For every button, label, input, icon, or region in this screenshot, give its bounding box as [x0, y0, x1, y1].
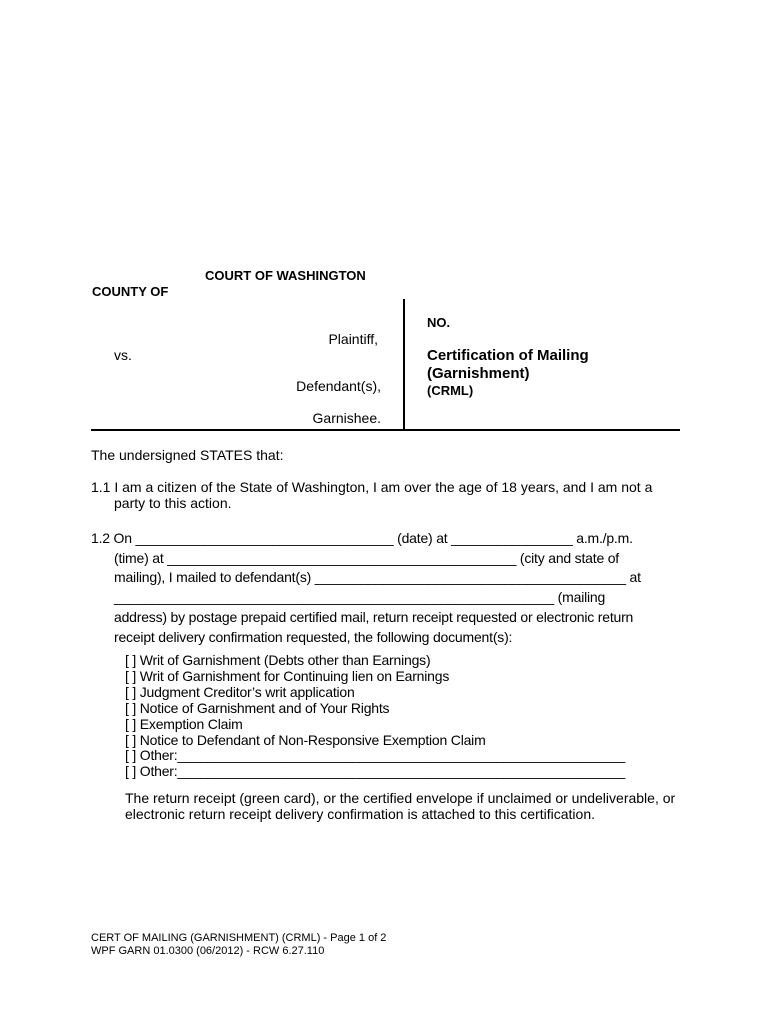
- caption-vertical-divider: [403, 299, 405, 430]
- checklist-item[interactable]: [ ] Writ of Garnishment (Debts other than Earnings): [125, 652, 431, 668]
- vs-label: vs.: [114, 347, 132, 363]
- paragraph-1-2-line2: (time) at ______________________________________________ (city and state of: [114, 549, 619, 566]
- page-footer: [91, 932, 386, 958]
- intro-statement: The undersigned STATES that:: [91, 447, 284, 463]
- garnishee-label: Garnishee.: [312, 410, 381, 426]
- paragraph-1-2-line1: 1.2 On __________________________________ (date) at ________________ a.m./p.m.: [91, 530, 633, 546]
- document-code: (CRML): [427, 383, 474, 398]
- document-title-line2: (Garnishment): [427, 365, 530, 382]
- document-checklist: [125, 653, 625, 780]
- footer-line1: CERT OF MAILING (GARNISHMENT) (CRML) - Page 1 of 2: [91, 932, 387, 944]
- return-receipt-statement: [125, 790, 675, 822]
- paragraph-1-2-line5: address) by postage prepaid certified mail, return receipt requested or electronic return: [114, 608, 634, 625]
- county-label: COUNTY OF: [92, 284, 169, 299]
- checklist-item[interactable]: [ ] Notice of Garnishment and of Your Rights: [125, 699, 390, 716]
- court-title: COURT OF WASHINGTON: [205, 268, 366, 283]
- caption-horizontal-divider: [91, 429, 680, 431]
- checklist-item[interactable]: [ ] Writ of Garnishment for Continuing lien on Earnings: [125, 667, 450, 684]
- paragraph-1-1-line2: party to this action.: [114, 495, 232, 511]
- case-number-label: NO.: [427, 315, 451, 330]
- return-receipt-line1: The return receipt (green card), or the certified envelope if unclaimed or undeliverable, or: [125, 790, 676, 806]
- footer-line2: WPF GARN 01.0300 (06/2012) - RCW 6.27.110: [91, 945, 325, 957]
- checklist-item-other[interactable]: [ ] Other:___________________________________________________________: [125, 747, 626, 764]
- paragraph-1-2-line4: __________________________________________________________ (mailing: [114, 589, 606, 606]
- plaintiff-label: Plaintiff,: [328, 331, 378, 347]
- document-title: [427, 347, 589, 383]
- paragraph-1-1-line1: 1.1 I am a citizen of the State of Washington, I am over the age of 18 years, and I am not a: [91, 479, 653, 495]
- return-receipt-line2: electronic return receipt delivery confirmation is attached to this certification.: [125, 806, 595, 822]
- checklist-item-other[interactable]: [ ] Other:___________________________________________________________: [125, 763, 626, 780]
- paragraph-1-1: [91, 479, 691, 511]
- paragraph-1-2: [91, 529, 641, 647]
- paragraph-1-2-line3: mailing), I mailed to defendant(s) _________________________________________ at: [114, 569, 641, 586]
- document-title-line1: Certification of Mailing: [427, 347, 589, 364]
- checklist-item[interactable]: [ ] Exemption Claim: [125, 715, 243, 732]
- checklist-item[interactable]: [ ] Notice to Defendant of Non-Responsive Exemption Claim: [125, 731, 486, 748]
- defendant-label: Defendant(s),: [296, 378, 381, 394]
- paragraph-1-2-line6: receipt delivery confirmation requested, the following document(s):: [114, 628, 513, 645]
- checklist-item[interactable]: [ ] Judgment Creditor’s writ application: [125, 683, 355, 700]
